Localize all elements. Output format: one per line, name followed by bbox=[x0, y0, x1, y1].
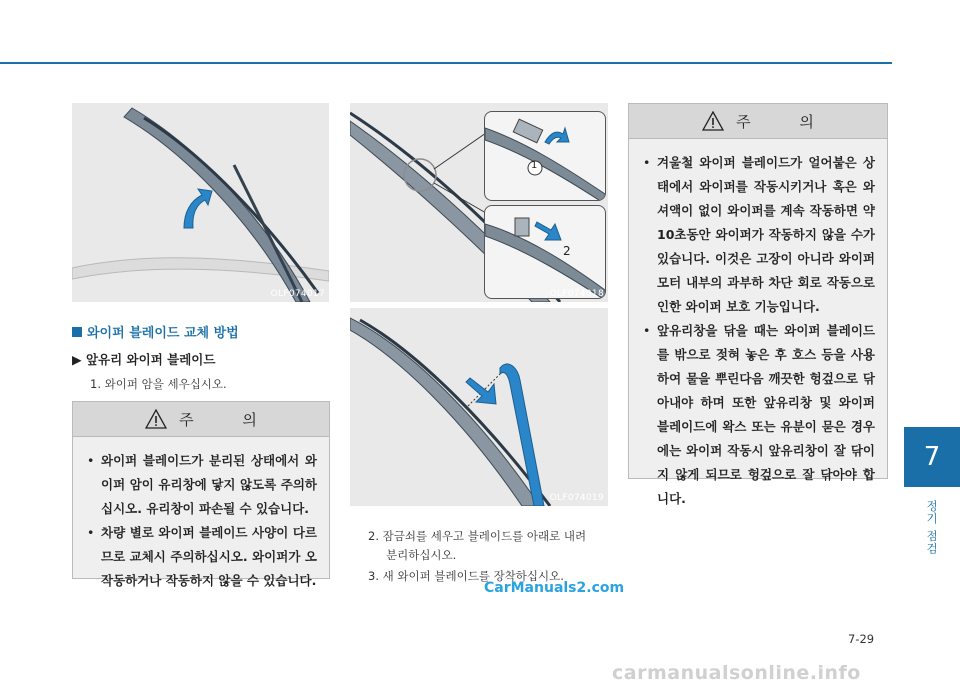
step-2 bbox=[368, 527, 586, 565]
figure-code: OLF074019 bbox=[549, 493, 604, 503]
inset-2-illustration bbox=[485, 206, 605, 298]
step-1: 1. 와이퍼 암을 세우십시오. bbox=[90, 377, 227, 391]
caution-box-left bbox=[72, 401, 330, 588]
square-bullet-icon bbox=[72, 327, 82, 337]
header-rule bbox=[0, 62, 892, 64]
caution-header bbox=[629, 104, 887, 139]
new-blade-illustration bbox=[350, 308, 608, 506]
caution-header bbox=[73, 402, 329, 437]
caution-title: 주 의 bbox=[736, 112, 836, 131]
figure-install-new-blade bbox=[350, 308, 608, 506]
warning-triangle-icon bbox=[702, 111, 724, 131]
caution-item: • 겨울철 와이퍼 블레이드가 얼어붙은 상태에서 와이퍼를 작동시키거나 혹은 와셔액이 없이 와이퍼를 계속 작동하면 약 10초동안 와이퍼가 작동하지 않을 수가 있습니다. 이것은 고장이 아니라 와이퍼 모터 내부의 과부하 차단 회로 작동으로 인한 와이퍼 보호 기능입니다. bbox=[657, 151, 875, 319]
figure-wiper-release-clip bbox=[350, 103, 608, 302]
step-2-line-1: 2. 잠금쇠를 세우고 블레이드를 아래로 내려 bbox=[368, 529, 587, 543]
figure-code: OLF074018 bbox=[549, 289, 604, 299]
callout-1: 1 bbox=[531, 160, 538, 171]
caution-title: 주 의 bbox=[179, 410, 279, 429]
wiper-arm-illustration bbox=[72, 103, 329, 302]
warning-triangle-icon bbox=[145, 409, 167, 429]
step-2-line-2: 분리하십시오. bbox=[386, 548, 457, 562]
page-number: 7-29 bbox=[848, 632, 875, 646]
watermark-bottom: carmanualsonline.info bbox=[612, 662, 861, 684]
chapter-tab: 7 bbox=[904, 427, 960, 487]
caution-item: • 차량 별로 와이퍼 블레이드 사양이 다르므로 교체시 주의하십시오. 와이퍼가 오작동하거나 작동하지 않을 수 있습니다. bbox=[101, 521, 317, 593]
figure-code: OLF074017 bbox=[270, 289, 325, 299]
caution-box-right bbox=[628, 103, 888, 506]
caution-item: • 앞유리창을 닦을 때는 와이퍼 블레이드를 밖으로 젖혀 놓은 후 호스 등을 사용하여 물을 뿌린다음 깨끗한 헝겊으로 닦아내야 하며 또한 앞유리창 및 와이퍼 블레이드에 왁스 또는 유분이 묻은 경우에는 와이퍼 작동시 앞유리창이 잘 닦이지 않게 되므로 헝겊으로 잘 닦아야 합니다. bbox=[657, 319, 875, 511]
chapter-name: 정기 점검 bbox=[925, 500, 939, 555]
caution-item: • 와이퍼 블레이드가 분리된 상태에서 와이퍼 암이 유리창에 닿지 않도록 주의하십시오. 유리창이 파손될 수 있습니다. bbox=[101, 449, 317, 521]
inset-step-2 bbox=[484, 205, 606, 299]
callout-2: 2 bbox=[563, 244, 571, 258]
section-title bbox=[72, 322, 239, 341]
step-3: 3. 새 와이퍼 블레이드를 장착하십시오. bbox=[368, 569, 564, 583]
inset-1-illustration bbox=[485, 112, 605, 200]
subsection-title: ▶ 앞유리 와이퍼 블레이드 bbox=[72, 352, 216, 367]
figure-wiper-arm-raised bbox=[72, 103, 329, 302]
caution-list bbox=[73, 437, 329, 601]
inset-step-1 bbox=[484, 111, 606, 201]
watermark-top: CarManuals2.com bbox=[484, 580, 625, 596]
section-title-text: 와이퍼 블레이드 교체 방법 bbox=[87, 326, 239, 341]
caution-list bbox=[629, 139, 887, 519]
